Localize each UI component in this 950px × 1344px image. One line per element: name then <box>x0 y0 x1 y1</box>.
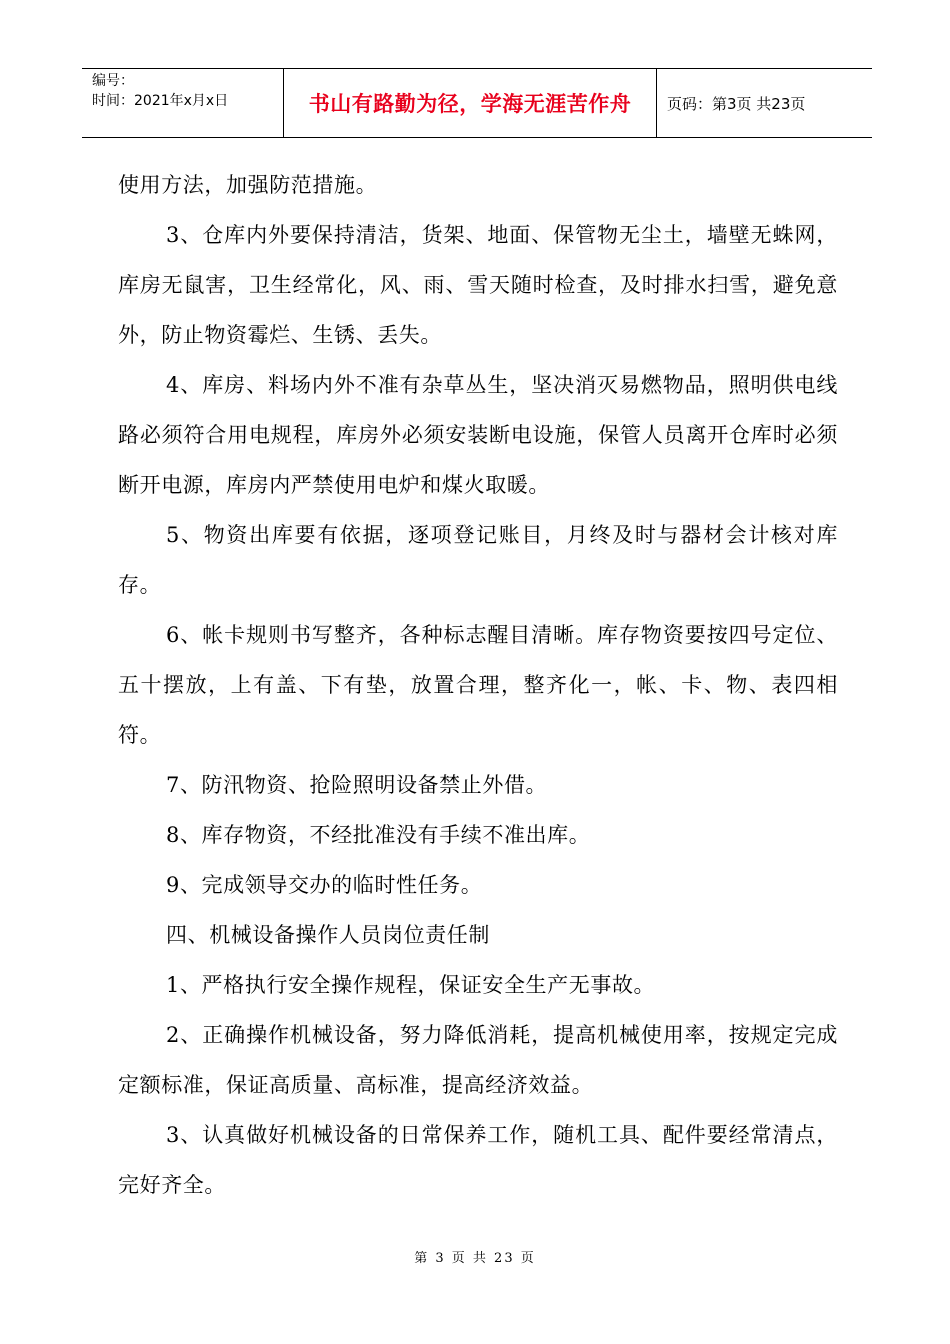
paragraph: 9、完成领导交办的临时性任务。 <box>166 873 483 897</box>
section-heading: 四、机械设备操作人员岗位责任制 <box>166 923 490 947</box>
header-page-info: 页码：第3页 共23页 <box>667 94 806 113</box>
paragraph: 4、库房、料场内外不准有杂草丛生，坚决消灭易燃物品，照明供电线路必须符合用电规程，库房外必须安装断电设施，保管人员离开仓库时必须断开电源，库房内严禁使用电炉和煤火取暖。 <box>118 373 838 497</box>
page-footer: 第 3 页 共 23 页 <box>414 1251 536 1266</box>
header-meta <box>82 69 284 137</box>
header-motto: 书山有路勤为径，学海无涯苦作舟 <box>284 69 657 137</box>
paragraph: 2、正确操作机械设备，努力降低消耗，提高机械使用率，按规定完成定额标准，保证高质量、高标准，提高经济效益。 <box>118 1023 838 1097</box>
paragraph: 7、防汛物资、抢险照明设备禁止外借。 <box>166 773 548 797</box>
paragraph: 5、物资出库要有依据，逐项登记账目，月终及时与器材会计核对库存。 <box>118 523 838 597</box>
paragraph: 6、帐卡规则书写整齐，各种标志醒目清晰。库存物资要按四号定位、五十摆放，上有盖、下有垫，放置合理，整齐化一，帐、卡、物、表四相符。 <box>118 623 838 747</box>
time-label: 时间：2021年x月x日 <box>92 93 229 109</box>
paragraph: 8、库存物资，不经批准没有手续不准出库。 <box>166 823 591 847</box>
document-body <box>118 160 838 1210</box>
number-label: 编号： <box>92 73 134 89</box>
paragraph: 使用方法，加强防范措施。 <box>118 173 378 197</box>
paragraph: 3、认真做好机械设备的日常保养工作，随机工具、配件要经常清点，完好齐全。 <box>118 1123 838 1197</box>
paragraph: 3、仓库内外要保持清洁，货架、地面、保管物无尘土，墙壁无蛛网，库房无鼠害，卫生经常化，风、雨、雪天随时检查，及时排水扫雪，避免意外，防止物资霉烂、生锈、丢失。 <box>118 223 838 347</box>
paragraph: 1、严格执行安全操作规程，保证安全生产无事故。 <box>166 973 656 997</box>
document-header <box>82 68 872 138</box>
